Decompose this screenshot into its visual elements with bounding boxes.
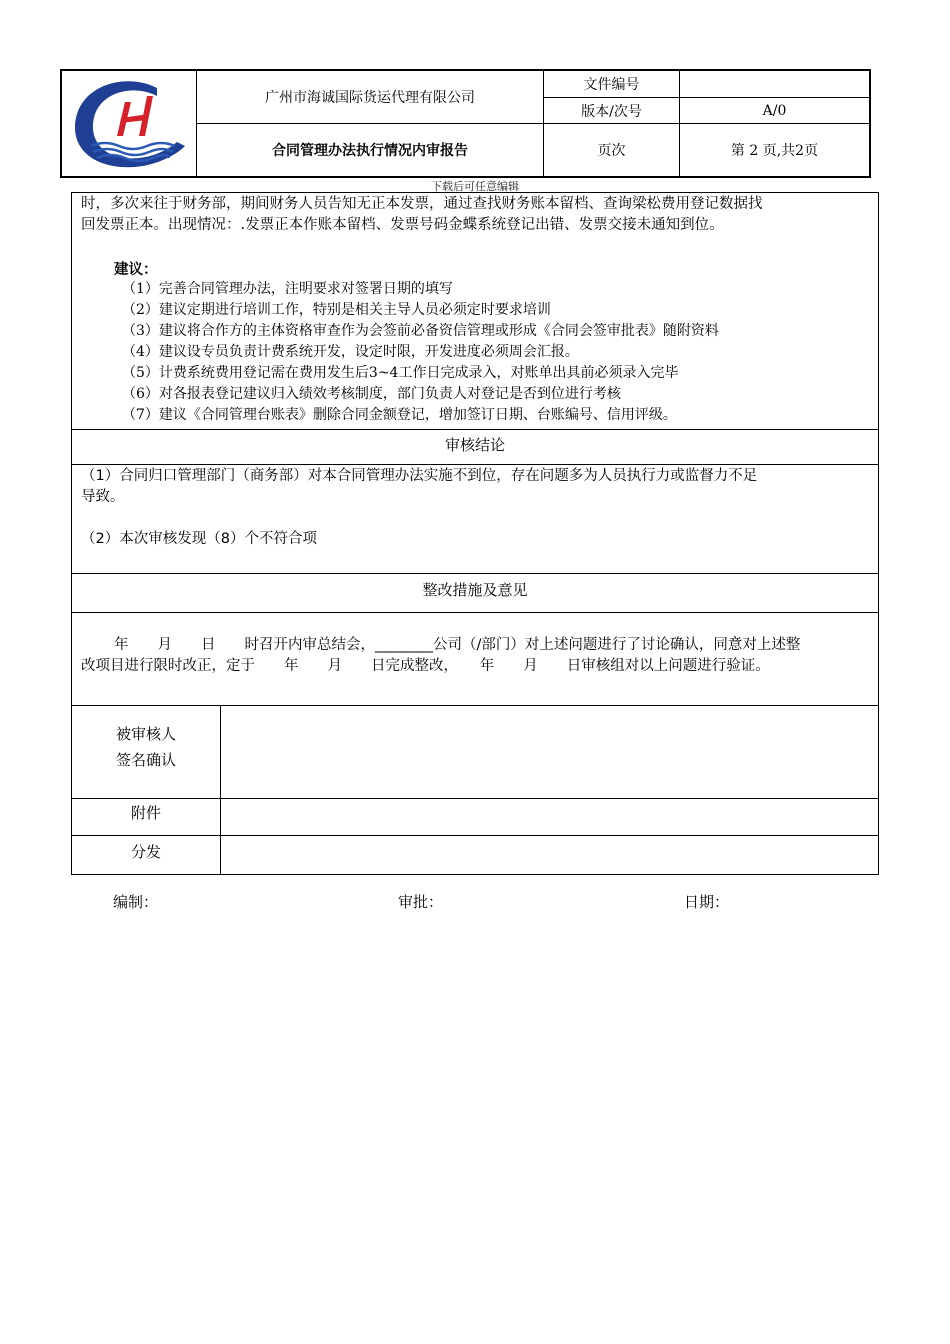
suggestion-item: （6）对各报表登记建议归入绩效考核制度，部门负责人对登记是否到位进行考核 bbox=[122, 386, 621, 402]
suggestion-item: （5）计费系统费用登记需在费用发生后3~4工作日完成录入，对账单出具前必须录入完毕 bbox=[122, 365, 679, 381]
company-name: 广州市海诚国际货运代理有限公司 bbox=[265, 90, 475, 106]
attachment-label: 附件 bbox=[130, 804, 161, 822]
findings-line-2: 回发票正本。出现情况：.发票正本作账本留档、发票号码金蝶系统登记出错、发票交接未通知到位。 bbox=[81, 217, 724, 233]
doc-title: 合同管理办法执行情况内审报告 bbox=[272, 143, 468, 159]
suggestion-item: （7）建议《合同管理台账表》删除合同金额登记，增加签订日期、台账编号、信用评级。 bbox=[122, 407, 677, 423]
suggestion-item: （1）完善合同管理办法，注明要求对签署日期的填写 bbox=[122, 281, 453, 297]
auditee-label-line-2: 签名确认 bbox=[115, 751, 176, 769]
suggestion-item: （4）建议设专员负责计费系统开发，设定时限，开发进度必须周会汇报。 bbox=[122, 344, 579, 360]
auditee-signature-field[interactable] bbox=[221, 706, 878, 798]
prepared-by-label: 编制： bbox=[113, 893, 159, 911]
suggestion-item: （2）建议定期进行培训工作，特别是相关主导人员必须定时要求培训 bbox=[122, 302, 551, 318]
findings-line-1: 时，多次来往于财务部，期间财务人员告知无正本发票，通过查找财务账本留档、查询梁松费用登记数据找 bbox=[81, 196, 763, 212]
watermark-text: 下载后可任意编辑 bbox=[431, 180, 519, 193]
company-logo bbox=[62, 71, 196, 176]
rectification-title: 整改措施及意见 bbox=[422, 581, 528, 599]
auditee-label-line-1: 被审核人 bbox=[115, 725, 176, 743]
rectification-line-1: 年 月 日 时召开内审总结会，________公司（/部门）对上述问题进行了讨论确认，同意对上述整 bbox=[114, 637, 801, 653]
rectification-line-2: 改项目进行限时改正，定于 年 月 日完成整改， 年 月 日审核组对以上问题进行验证。 bbox=[81, 658, 770, 674]
conclusion-line-1: （1）合同归口管理部门（商务部）对本合同管理办法实施不到位，存在问题多为人员执行力或监督力不足 bbox=[81, 468, 758, 484]
version-label: 版本/次号 bbox=[581, 103, 642, 120]
attachment-field[interactable] bbox=[221, 799, 878, 835]
logo-icon bbox=[65, 74, 193, 174]
conclusion-line-3: （2）本次审核发现（8）个不符合项 bbox=[81, 531, 317, 547]
page-value: 第 2 页,共2页 bbox=[730, 143, 819, 159]
conclusion-line-2: 导致。 bbox=[81, 489, 125, 505]
report-body bbox=[71, 192, 879, 875]
suggestions-title: 建议： bbox=[114, 262, 158, 278]
suggestion-item: （3）建议将合作方的主体资格审查作为会签前必备资信管理或形成《合同会签审批表》随附资料 bbox=[122, 323, 719, 339]
date-label: 日期： bbox=[684, 893, 730, 911]
distribution-label: 分发 bbox=[130, 843, 161, 861]
document-header bbox=[60, 69, 871, 178]
conclusion-title: 审核结论 bbox=[444, 436, 505, 454]
file-no-label: 文件编号 bbox=[583, 77, 640, 93]
page-label: 页次 bbox=[597, 143, 626, 159]
distribution-field[interactable] bbox=[221, 836, 878, 874]
file-no-value bbox=[680, 71, 869, 97]
approved-by-label: 审批： bbox=[398, 893, 444, 911]
version-value: A/0 bbox=[762, 102, 787, 119]
